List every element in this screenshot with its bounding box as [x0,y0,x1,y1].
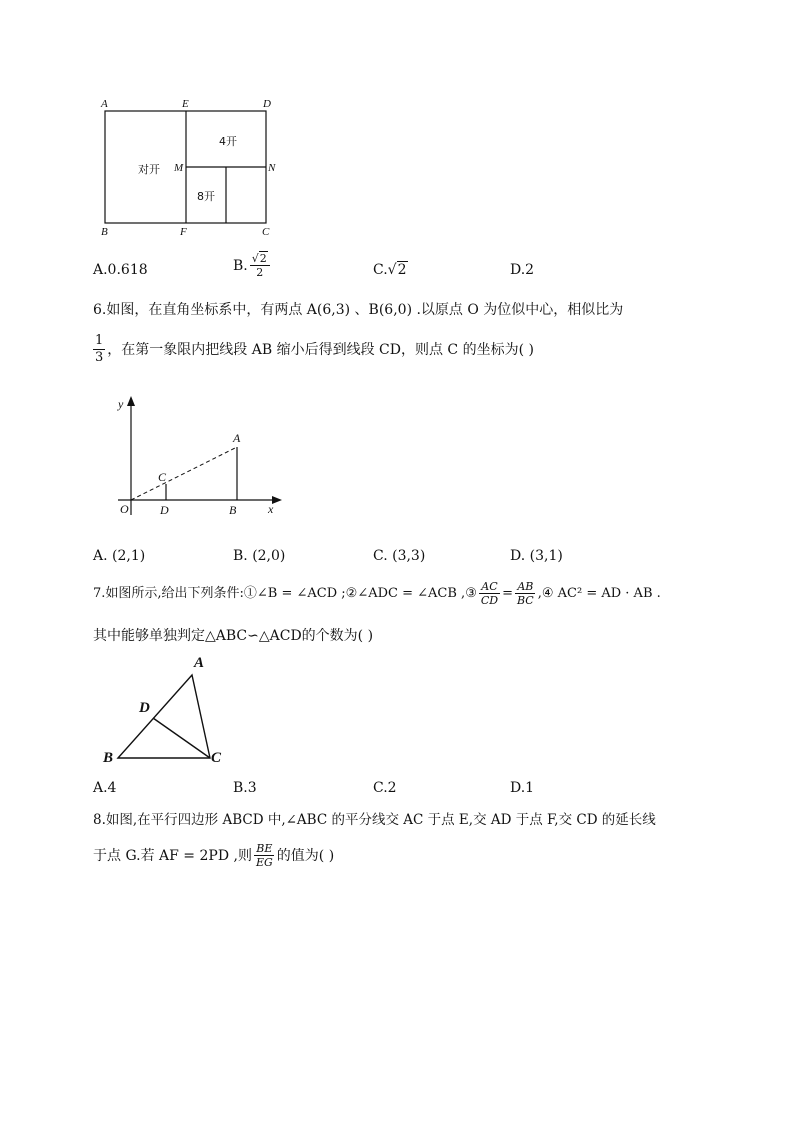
q5-b-radicand: 2 [259,252,267,265]
q7-option-b[interactable]: B.3 [233,780,257,796]
q7-stem-part-b: ,④ AC² = AD · AB . [537,585,661,601]
q8-stem-part-a: 于点 G.若 AF = 2PD ,则 [93,847,252,864]
point-label-d: D [263,98,271,110]
q8-fraction-be-eg [254,842,275,869]
q6-ratio-numerator: 1 [95,333,104,348]
x-axis-label: x [268,502,274,516]
q5-c-radicand: 2 [397,262,407,278]
q6-option-d[interactable]: D. (3,1) [510,548,563,564]
q7-frac1-num: AC [481,580,498,593]
point-label-f: F [180,226,187,238]
point-label-b-coord: B [229,503,237,517]
q7-stem-line2: 其中能够单独判定△ABC∽△ACD的个数为( ) [93,628,374,644]
q7-stem-part-a: 7.如图所示,给出下列条件:①∠B = ∠ACD ;②∠ADC = ∠ACB ,③ [93,585,477,601]
q5-option-b-prefix: B. [233,257,248,274]
q5-option-b-fraction: $\frac{√2}{2}$ [250,252,270,279]
q7-frac2-num: AB [517,580,534,593]
q7-frac2-den: BC [517,594,534,607]
origin-label: O [120,502,129,516]
q6-option-a[interactable]: A. (2,1) [93,548,146,564]
q8-stem-line1: 8.如图,在平行四边形 ABCD 中,∠ABC 的平分线交 AC 于点 E,交 AD 于点 F,交 CD 的延长线 [93,812,656,828]
point-label-n: N [268,162,276,174]
point-label-e: E [182,98,189,110]
point-label-c-coord: C [158,470,167,484]
q5-option-a[interactable]: A.0.618 [93,262,148,278]
point-label-a-coord: A [233,431,241,445]
triangle-label-c: C [211,750,222,766]
q8-stem-part-b: 的值为( ) [276,847,335,864]
q6-ratio-denominator: 3 [95,350,104,365]
point-label-b: B [101,226,108,238]
region-half-label: 对开 [138,163,160,176]
q5-b-denominator: 2 [256,266,264,279]
q8-stem-line2 [93,842,334,869]
point-label-m: M [174,162,184,174]
triangle-label-d: D [139,700,150,716]
q5-option-c-prefix: C. [373,262,388,278]
q6-stem-line1: 6.如图，在直角坐标系中，有两点 A(6,3) 、B(6,0) .以原点 O 为位似中心，相似比为 [93,302,624,318]
point-label-d-coord: D [160,503,169,517]
q6-stem-line2-text: ，在第一象限内把线段 AB 缩小后得到线段 CD，则点 C 的坐标为( ) [107,341,534,358]
region-eighth-label: 8开 [197,190,215,203]
y-axis-label: y [118,397,124,411]
q8-frac-num: BE [256,842,273,855]
point-label-c: C [262,226,270,238]
triangle-label-a: A [194,655,205,671]
q6-option-c[interactable]: C. (3,3) [373,548,426,564]
point-label-a: A [101,98,108,110]
q7-frac1-den: CD [480,594,499,607]
q7-equals: = [502,585,513,601]
q7-option-d[interactable]: D.1 [510,780,535,796]
triangle-label-b: B [103,750,114,766]
q5-option-c[interactable]: C.√2 [373,262,407,278]
q5-option-d[interactable]: D.2 [510,262,535,278]
q7-option-a[interactable]: A.4 [93,780,117,796]
q6-option-b[interactable]: B. (2,0) [233,548,286,564]
q8-frac-den: EG [255,856,273,869]
q7-option-c[interactable]: C.2 [373,780,397,796]
region-quarter-label: 4开 [219,135,237,148]
